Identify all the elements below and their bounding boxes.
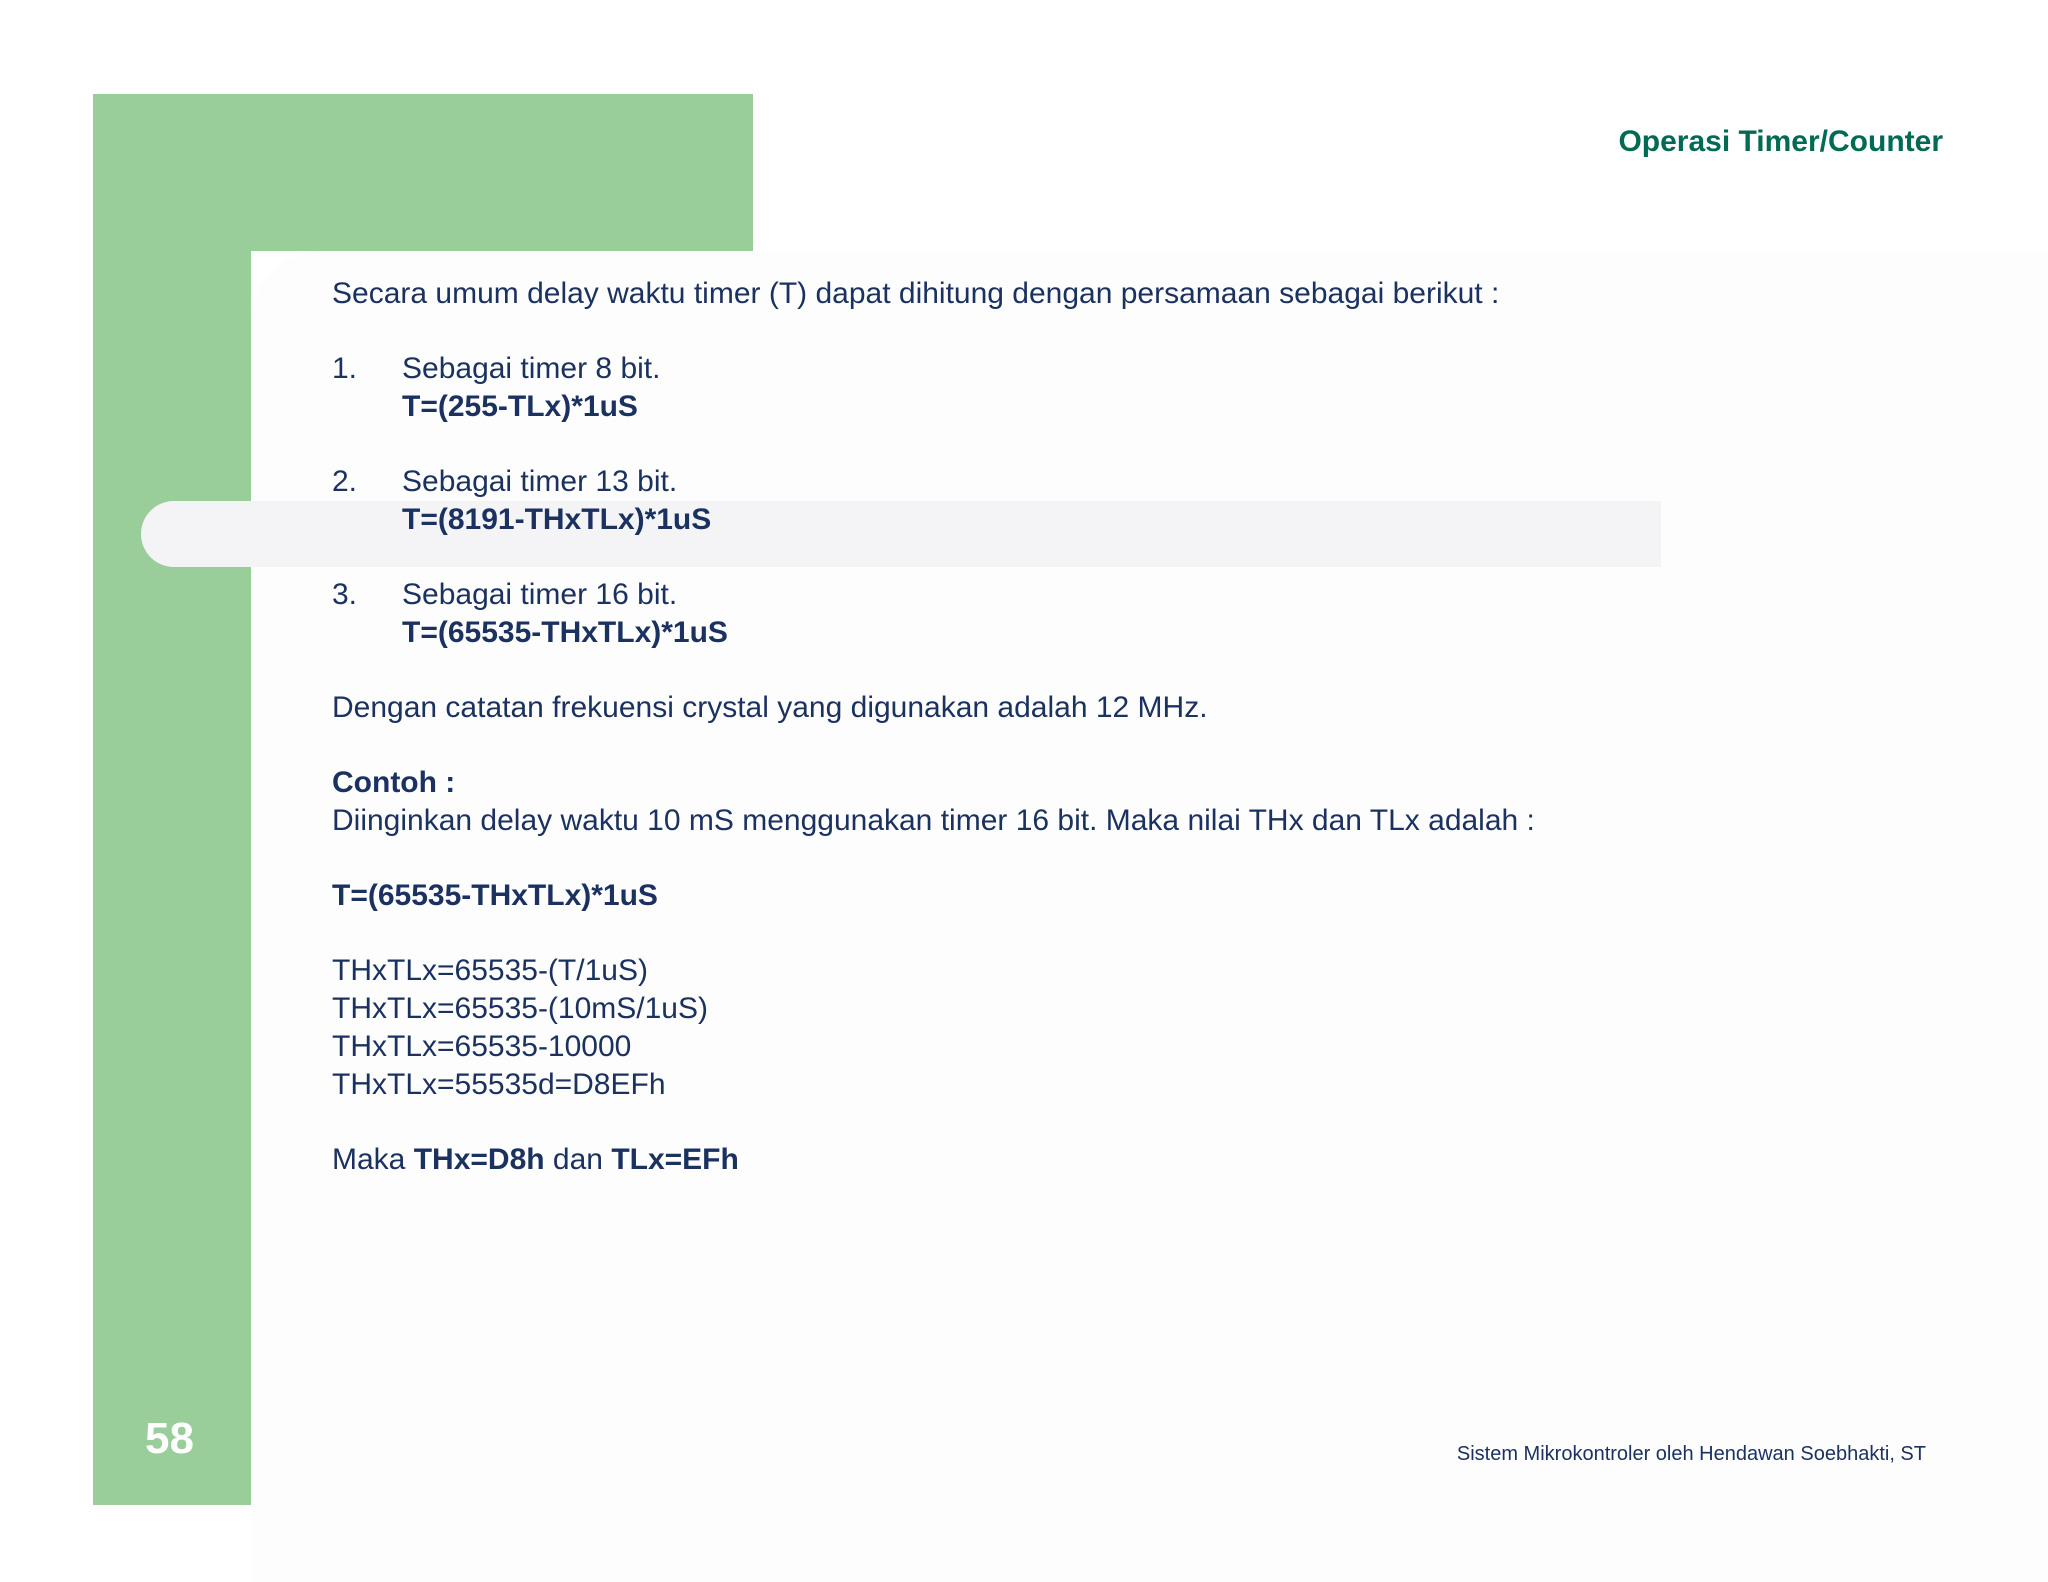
example-question: Diinginkan delay waktu 10 mS menggunakan timer 16 bit. Maka nilai THx dan TLx adalah : xyxy=(332,804,1535,837)
result-middle: dan xyxy=(544,1143,612,1176)
content-panel xyxy=(251,251,2048,1582)
list-item-1-label: Sebagai timer 8 bit. xyxy=(402,352,661,385)
list-item-1-formula: T=(255-TLx)*1uS xyxy=(402,390,638,423)
top-green-band xyxy=(93,94,753,251)
list-number-1: 1. xyxy=(332,352,358,385)
calc-step-4: THxTLx=55535d=D8EFh xyxy=(332,1068,666,1101)
list-number-2: 2. xyxy=(332,465,358,498)
list-item-2-label: Sebagai timer 13 bit. xyxy=(402,465,678,498)
left-green-band xyxy=(93,94,251,1505)
page-number: 58 xyxy=(145,1414,194,1463)
calc-step-3: THxTLx=65535-10000 xyxy=(332,1030,632,1063)
result-tlx: TLx=EFh xyxy=(611,1143,739,1176)
list-number-3: 3. xyxy=(332,578,358,611)
calc-step-1: THxTLx=65535-(T/1uS) xyxy=(332,954,648,987)
result-thx: THx=D8h xyxy=(413,1143,545,1176)
list-item-3-label: Sebagai timer 16 bit. xyxy=(402,578,678,611)
example-heading: Contoh : xyxy=(332,766,456,799)
result-line xyxy=(332,1141,739,1179)
result-prefix: Maka xyxy=(332,1143,414,1176)
slide-title: Operasi Timer/Counter xyxy=(1618,125,1943,158)
calc-step-2: THxTLx=65535-(10mS/1uS) xyxy=(332,992,708,1025)
footer-credit: Sistem Mikrokontroler oleh Hendawan Soebhakti, ST xyxy=(1456,1443,1926,1465)
list-item-3-formula: T=(65535-THxTLx)*1uS xyxy=(402,616,728,649)
list-item-2-formula: T=(8191-THxTLx)*1uS xyxy=(402,503,712,536)
decorative-stripe xyxy=(141,501,1661,567)
example-formula: T=(65535-THxTLx)*1uS xyxy=(332,879,658,912)
intro-text: Secara umum delay waktu timer (T) dapat dihitung dengan persamaan sebagai berikut : xyxy=(332,277,1500,310)
crystal-note: Dengan catatan frekuensi crystal yang digunakan adalah 12 MHz. xyxy=(332,691,1208,724)
